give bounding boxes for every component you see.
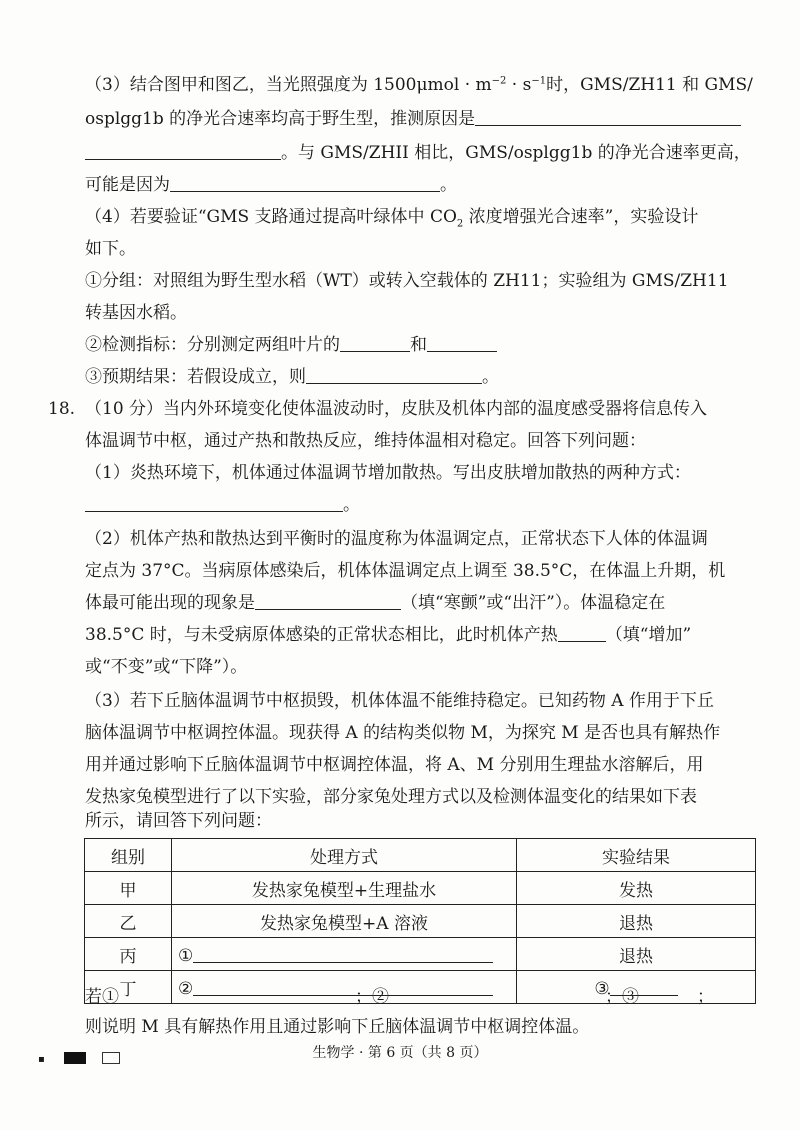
q18-p3-line3: 用并通过影响下丘脑体温调节中枢调控体温，将 A、M 分别用生理盐水溶解后，用 bbox=[85, 755, 704, 775]
table-header-row bbox=[85, 839, 756, 872]
table-cell: 发热家兔模型+生理盐水 bbox=[172, 872, 517, 905]
q17-grouping-line1: ①分组：对照组为野生型水稻（WT）或转入空载体的 ZH11；实验组为 GMS/ZH11 bbox=[85, 271, 729, 291]
table-cell: 退热 bbox=[517, 938, 756, 971]
q18-intro-line1: （10 分）当内外环境变化使体温波动时，皮肤及机体内部的温度感受器将信息传入 bbox=[85, 399, 708, 419]
table-header: 实验结果 bbox=[517, 839, 756, 872]
q18-number: 18. bbox=[48, 399, 76, 419]
table-cell: 发热 bbox=[517, 872, 756, 905]
table-cell: 丁 bbox=[85, 971, 172, 1004]
q18-p2-line5: 或“不变”或“下降”）。 bbox=[85, 657, 248, 677]
q18-intro-line2: 体温调节中枢，通过产热和散热反应，维持体温相对稳定。回答下列问题： bbox=[85, 431, 646, 451]
table-row bbox=[85, 905, 756, 938]
q17-p3-line2: osplgg1b 的净光合速率均高于野生型，推测原因是 bbox=[85, 104, 755, 134]
answer-blank[interactable] bbox=[340, 331, 410, 352]
table-cell: 乙 bbox=[85, 905, 172, 938]
q18-p3-line4: 发热家兔模型进行了以下实验，部分家兔处理方式以及检测体温变化的结果如下表 bbox=[85, 787, 697, 807]
q18-p3-line5: 所示，请回答下列问题： bbox=[85, 811, 272, 831]
answer-blank[interactable] bbox=[389, 983, 605, 1004]
q18-p3-line2: 脑体温调节中枢调控体温。现获得 A 的结构类似物 M，为探究 M 是否也具有解热作 bbox=[85, 723, 721, 743]
answer-blank[interactable] bbox=[170, 171, 440, 192]
table-cell: ③ bbox=[517, 971, 756, 1004]
q17-p4-line2: 如下。 bbox=[85, 239, 136, 259]
table-cell: 退热 bbox=[517, 905, 756, 938]
q17-p3-line3: 。与 GMS/ZHII 相比，GMS/osplgg1b 的净光合速率更高， bbox=[85, 138, 755, 168]
table-row bbox=[85, 872, 756, 905]
q17-expectation: ③预期结果：若假设成立，则 。 bbox=[85, 362, 755, 392]
answer-blank[interactable] bbox=[85, 139, 281, 160]
q18-p2-line4: 38.5°C 时，与未受病原体感染的正常状态相比，此时机体产热 （填“增加” bbox=[85, 620, 755, 650]
table-header: 组别 bbox=[85, 839, 172, 872]
q18-p2-line2: 定点为 37°C。当病原体感染后，机体体温调定点上调至 38.5°C，在体温上升期，机 bbox=[85, 561, 726, 581]
table-cell: ② bbox=[172, 971, 517, 1004]
q17-grouping-line2: 转基因水稻。 bbox=[85, 303, 187, 323]
q18-p1-line2: 。 bbox=[85, 490, 755, 520]
table-header: 处理方式 bbox=[172, 839, 517, 872]
q18-answer-line: 若① ；② ；③ ； bbox=[85, 982, 755, 1012]
page-footer: 生物学 · 第 6 页（共 8 页） bbox=[312, 1045, 488, 1061]
table-cell: 甲 bbox=[85, 872, 172, 905]
q18-p2-line1: （2）机体产热和散热达到平衡时的温度称为体温调定点，正常状态下人体的体温调 bbox=[85, 529, 708, 549]
q18-p3-line1: （3）若下丘脑体温调节中枢损毁，机体体温不能维持稳定。已知药物 A 作用于下丘 bbox=[85, 691, 714, 711]
q17-p3-line4: 可能是因为 。 bbox=[85, 170, 755, 200]
answer-blank[interactable] bbox=[427, 331, 497, 352]
answer-blank[interactable] bbox=[639, 983, 697, 1004]
table-row bbox=[85, 938, 756, 971]
answer-blank[interactable] bbox=[193, 942, 493, 963]
experiment-table bbox=[84, 838, 756, 1004]
q17-p4-line1: （4）若要验证“GMS 支路通过提高叶绿体中 $CO_2$ 浓度增强光合速率”，实验设计 bbox=[85, 207, 699, 230]
q17-detection: ②检测指标：分别测定两组叶片的 和 bbox=[85, 330, 755, 360]
q18-conclusion: 则说明 M 具有解热作用且通过影响下丘脑体温调节中枢调控体温。 bbox=[85, 1017, 590, 1037]
hollow-rectangle-icon bbox=[102, 1052, 120, 1064]
filled-rectangle-icon bbox=[64, 1052, 86, 1064]
answer-blank[interactable] bbox=[119, 983, 355, 1004]
q17-p3-line1: （3）结合图甲和图乙，当光照强度为 $1500\mu mol \cdot m^{-2} \cdot s^{-1}$时，GMS/ZH11 和 GMS/ bbox=[85, 75, 753, 95]
answer-blank[interactable] bbox=[255, 589, 401, 610]
answer-blank[interactable] bbox=[85, 491, 343, 512]
q18-p2-line3: 体最可能出现的现象是 （填“寒颤”或“出汗”）。体温稳定在 bbox=[85, 588, 755, 618]
q18-p1-line1: （1）炎热环境下，机体通过体温调节增加散热。写出皮肤增加散热的两种方式： bbox=[85, 463, 691, 483]
answer-blank[interactable] bbox=[475, 105, 741, 126]
table-cell: 丙 bbox=[85, 938, 172, 971]
answer-blank[interactable] bbox=[306, 363, 482, 384]
answer-blank[interactable] bbox=[558, 621, 606, 642]
table-cell: ① bbox=[172, 938, 517, 971]
scan-dot-icon: ▪ bbox=[38, 1054, 45, 1065]
table-cell: 发热家兔模型+A 溶液 bbox=[172, 905, 517, 938]
